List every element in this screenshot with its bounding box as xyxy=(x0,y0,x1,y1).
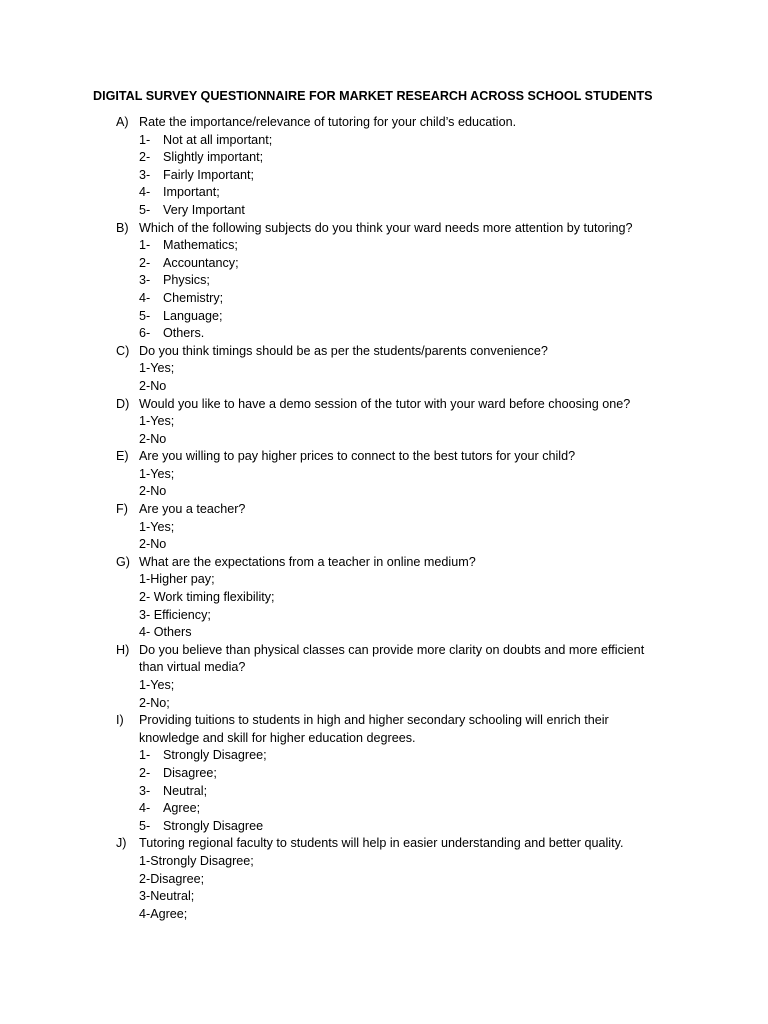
option-label: Strongly Disagree; xyxy=(163,748,267,763)
question-text xyxy=(0,730,768,748)
option-label: Agree; xyxy=(163,801,201,816)
option-number: 1- xyxy=(139,748,151,763)
answer-option xyxy=(0,255,768,273)
option-label: 2-No; xyxy=(139,695,170,710)
answer-options xyxy=(0,237,768,343)
question-block xyxy=(0,835,768,923)
question-letter: H) xyxy=(116,642,130,657)
question-text xyxy=(0,396,768,414)
question-text xyxy=(0,659,768,677)
question-block xyxy=(0,501,768,554)
question-text xyxy=(0,448,768,466)
question-line: Are you willing to pay higher prices to connect to the best tutors for your child? xyxy=(139,449,576,464)
answer-option xyxy=(0,325,768,343)
option-label: 3-Neutral; xyxy=(139,889,195,904)
answer-option xyxy=(0,906,768,924)
option-number: 4- xyxy=(139,801,151,816)
answer-option xyxy=(0,765,768,783)
answer-options xyxy=(0,571,768,641)
question-letter: E) xyxy=(116,449,129,464)
answer-option xyxy=(0,677,768,695)
question-line: What are the expectations from a teacher in online medium? xyxy=(139,554,476,569)
option-label: Neutral; xyxy=(163,783,208,798)
answer-option xyxy=(0,431,768,449)
option-label: Strongly Disagree xyxy=(163,818,264,833)
option-label: Accountancy; xyxy=(163,255,239,270)
question-line: knowledge and skill for higher education degrees. xyxy=(139,730,416,745)
question-line: Rate the importance/relevance of tutoring for your child’s education. xyxy=(139,115,517,129)
answer-option xyxy=(0,466,768,484)
question-text xyxy=(0,114,768,132)
answer-options xyxy=(0,747,768,835)
option-label: 2-No xyxy=(139,484,167,499)
question-line: Do you think timings should be as per the students/parents convenience? xyxy=(139,343,548,358)
answer-option xyxy=(0,132,768,150)
answer-option xyxy=(0,167,768,185)
answer-option xyxy=(0,202,768,220)
option-label: Chemistry; xyxy=(163,290,224,305)
question-text xyxy=(0,220,768,238)
answer-option xyxy=(0,607,768,625)
answer-option xyxy=(0,413,768,431)
option-label: 4- Others xyxy=(139,625,192,640)
option-number: 2- xyxy=(139,765,151,780)
option-label: 2-No xyxy=(139,378,167,393)
answer-options xyxy=(0,853,768,923)
option-number: 5- xyxy=(139,818,151,833)
answer-option xyxy=(0,853,768,871)
option-label: 1-Yes; xyxy=(139,519,175,534)
answer-options xyxy=(0,519,768,554)
option-number: 2- xyxy=(139,150,151,165)
answer-option xyxy=(0,888,768,906)
option-label: 3- Efficiency; xyxy=(139,607,211,622)
answer-option xyxy=(0,360,768,378)
answer-option xyxy=(0,272,768,290)
answer-options xyxy=(0,466,768,501)
option-label: 2-No xyxy=(139,537,167,552)
question-block xyxy=(0,712,768,835)
question-block xyxy=(0,448,768,501)
question-block xyxy=(0,396,768,449)
answer-option xyxy=(0,308,768,326)
question-letter: F) xyxy=(116,502,128,517)
question-text xyxy=(0,343,768,361)
question-block xyxy=(0,554,768,642)
answer-option xyxy=(0,589,768,607)
answer-option xyxy=(0,818,768,836)
option-label: Physics; xyxy=(163,273,210,288)
option-label: 1-Yes; xyxy=(139,678,175,692)
option-label: Others. xyxy=(163,326,205,341)
answer-option xyxy=(0,290,768,308)
option-label: Disagree; xyxy=(163,765,217,780)
answer-options xyxy=(0,677,768,712)
option-label: Important; xyxy=(163,185,220,200)
question-letter: J) xyxy=(116,836,127,851)
question-line: Tutoring regional faculty to students will help in easier understanding and better quality. xyxy=(139,836,624,851)
option-label: Not at all important; xyxy=(163,132,273,147)
option-label: Fairly Important; xyxy=(163,167,254,182)
option-label: Mathematics; xyxy=(163,238,238,253)
answer-option xyxy=(0,871,768,889)
answer-option xyxy=(0,695,768,713)
option-number: 3- xyxy=(139,783,151,798)
answer-options xyxy=(0,132,768,220)
question-letter: I) xyxy=(116,713,124,728)
option-number: 5- xyxy=(139,308,151,323)
question-letter: G) xyxy=(116,554,130,569)
question-line: Providing tuitions to students in high and higher secondary schooling will enrich their xyxy=(139,713,609,728)
question-text xyxy=(0,554,768,572)
question-text xyxy=(0,501,768,519)
option-number: 4- xyxy=(139,290,151,305)
option-label: 1-Yes; xyxy=(139,466,175,481)
question-line: Would you like to have a demo session of the tutor with your ward before choosing one? xyxy=(139,396,631,411)
option-number: 4- xyxy=(139,185,151,200)
answer-option xyxy=(0,483,768,501)
answer-option xyxy=(0,800,768,818)
option-label: 1-Strongly Disagree; xyxy=(139,853,254,868)
question-text xyxy=(0,712,768,730)
answer-option xyxy=(0,184,768,202)
question-block xyxy=(0,642,768,712)
question-list xyxy=(0,114,768,923)
option-number: 2- xyxy=(139,255,151,270)
option-number: 1- xyxy=(139,132,151,147)
option-label: 2- Work timing flexibility; xyxy=(139,590,275,605)
answer-option xyxy=(0,536,768,554)
option-label: Very Important xyxy=(163,202,245,217)
question-letter: A) xyxy=(116,115,129,129)
answer-option xyxy=(0,783,768,801)
question-line: Do you believe than physical classes can provide more clarity on doubts and more efficient xyxy=(139,642,645,657)
option-label: Slightly important; xyxy=(163,150,264,165)
question-text xyxy=(0,835,768,853)
answer-option xyxy=(0,378,768,396)
answer-options xyxy=(0,413,768,448)
question-text xyxy=(0,642,768,660)
answer-option xyxy=(0,571,768,589)
answer-options xyxy=(0,360,768,395)
question-letter: C) xyxy=(116,343,130,358)
option-number: 3- xyxy=(139,167,151,182)
question-block xyxy=(0,220,768,343)
question-block xyxy=(0,343,768,396)
answer-option xyxy=(0,237,768,255)
option-label: 2-No xyxy=(139,431,167,446)
question-line: than virtual media? xyxy=(139,660,246,675)
option-number: 1- xyxy=(139,238,151,253)
option-label: 1-Yes; xyxy=(139,361,175,376)
question-letter: D) xyxy=(116,396,130,411)
option-number: 5- xyxy=(139,202,151,217)
page-title: DIGITAL SURVEY QUESTIONNAIRE FOR MARKET RESEARCH ACROSS SCHOOL STUDENTS xyxy=(93,89,653,103)
question-line: Are you a teacher? xyxy=(139,502,246,517)
question-block xyxy=(0,114,768,220)
question-letter: B) xyxy=(116,220,129,235)
answer-option xyxy=(0,149,768,167)
option-label: 4-Agree; xyxy=(139,906,188,921)
option-label: 1-Higher pay; xyxy=(139,572,215,587)
answer-option xyxy=(0,747,768,765)
answer-option xyxy=(0,624,768,642)
option-label: Language; xyxy=(163,308,223,323)
question-line: Which of the following subjects do you think your ward needs more attention by tutoring? xyxy=(139,220,633,235)
option-label: 2-Disagree; xyxy=(139,871,205,886)
option-label: 1-Yes; xyxy=(139,414,175,429)
option-number: 3- xyxy=(139,273,151,288)
option-number: 6- xyxy=(139,326,151,341)
answer-option xyxy=(0,519,768,537)
